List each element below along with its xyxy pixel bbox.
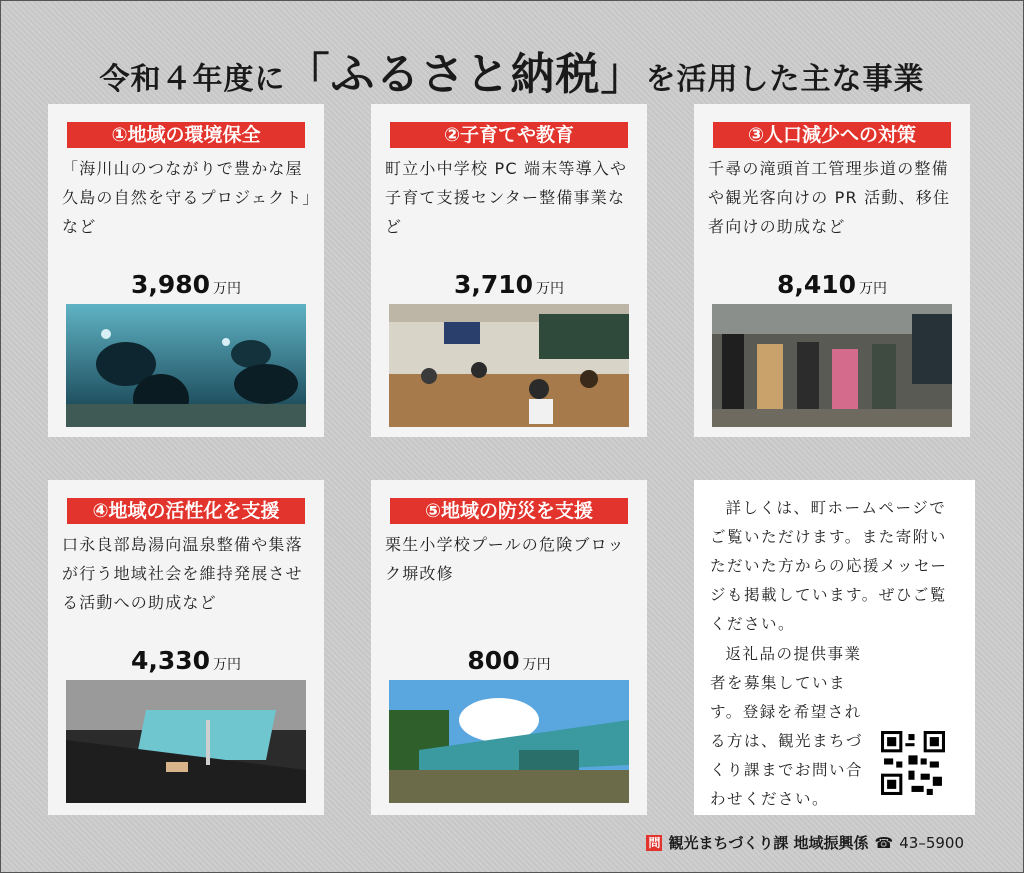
inquiry-badge: 問 xyxy=(648,835,661,850)
amount-value: 4,330 xyxy=(130,646,211,675)
hot-spring-bath-photo xyxy=(66,680,306,803)
card-description: 栗生小学校プールの危険ブロック塀改修 xyxy=(385,535,625,583)
amount-value: 3,980 xyxy=(130,270,211,299)
classroom-photo xyxy=(389,304,629,427)
title-prefix: 令和４年度に xyxy=(99,62,286,97)
title-emphasis: 「ふるさと納税」 xyxy=(285,49,646,100)
contact-footer xyxy=(646,832,964,853)
amount-unit: 万円 xyxy=(522,657,551,673)
card-label: ②子育てや教育 xyxy=(390,122,628,148)
card-amount xyxy=(48,270,324,299)
info-box xyxy=(694,480,975,815)
card-description: 千尋の滝頭首工管理歩道の整備や観光客向けの PR 活動、移住者向けの助成など xyxy=(708,159,951,236)
project-card-disaster-prevention xyxy=(371,480,647,815)
card-description: 町立小中学校 PC 端末等導入や子育て支援センター整備事業など xyxy=(385,159,628,236)
amount-unit: 万円 xyxy=(536,281,565,297)
card-amount xyxy=(48,646,324,675)
card-label: ①地域の環境保全 xyxy=(67,122,305,148)
qr-code-icon[interactable] xyxy=(881,731,945,795)
amount-unit: 万円 xyxy=(213,657,242,673)
phone-number[interactable]: 43–5900 xyxy=(899,833,964,852)
info-homepage-text: 詳しくは、町ホームページでご覧いただけます。また寄附いただいた方からの応援メッセージも掲載しています。ぜひご覧ください。 xyxy=(710,499,948,633)
project-card-environment xyxy=(48,104,324,437)
page-title xyxy=(0,38,1024,102)
event-crowd-photo xyxy=(712,304,952,427)
department-name: 観光まちづくり課 地域振興係 xyxy=(668,834,869,852)
project-card-depopulation xyxy=(694,104,970,437)
card-amount xyxy=(371,270,647,299)
project-card-childcare-education xyxy=(371,104,647,437)
card-label: ⑤地域の防災を支援 xyxy=(390,498,628,524)
phone-icon: ☎ xyxy=(874,833,894,852)
card-description: 口永良部島湯向温泉整備や集落が行う地域社会を維持発展させる活動への助成など xyxy=(62,535,303,612)
card-label: ③人口減少への対策 xyxy=(713,122,951,148)
school-pool-fence-photo xyxy=(389,680,629,803)
card-amount xyxy=(371,646,647,675)
amount-unit: 万円 xyxy=(213,281,242,297)
amount-unit: 万円 xyxy=(859,281,888,297)
underwater-divers-photo xyxy=(66,304,306,427)
title-suffix: を活用した主な事業 xyxy=(645,62,925,97)
card-amount xyxy=(694,270,970,299)
info-recruitment-text: 返礼品の提供事業者を募集しています。登録を希望される方は、観光まちづくり課までお問い合わせください。 xyxy=(710,645,864,808)
amount-value: 8,410 xyxy=(776,270,857,299)
card-label: ④地域の活性化を支援 xyxy=(67,498,305,524)
amount-value: 800 xyxy=(467,646,520,675)
project-card-regional-revitalization xyxy=(48,480,324,815)
amount-value: 3,710 xyxy=(453,270,534,299)
card-description: 「海川山のつながりで豊かな屋久島の自然を守るプロジェクト」など xyxy=(62,159,312,236)
